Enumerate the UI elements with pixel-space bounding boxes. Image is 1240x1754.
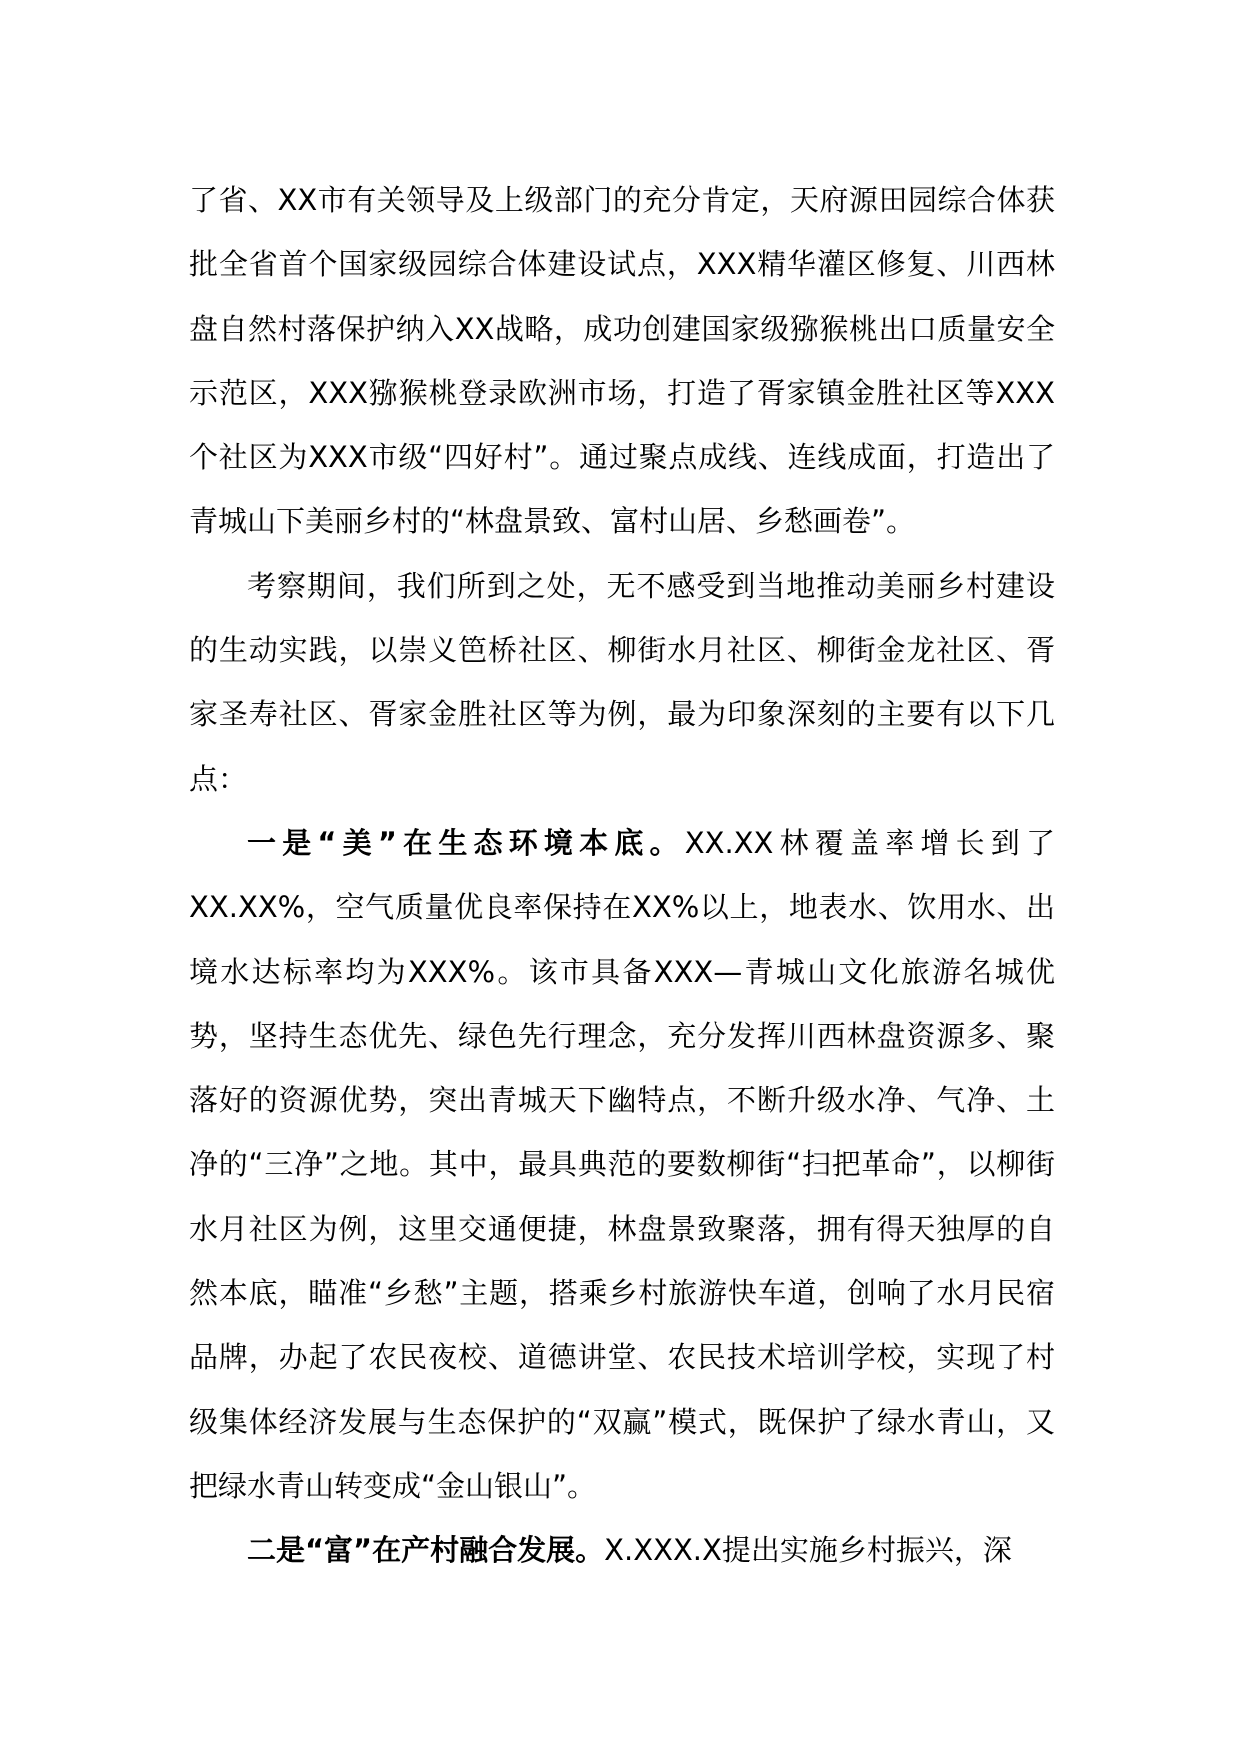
paragraph-lead: 二是“富”在产村融合发展。 <box>247 1533 605 1568</box>
body-text <box>189 168 1055 1583</box>
paragraph-4 <box>189 1518 1055 1582</box>
paragraph-lead: 一是“美”在生态环境本底。 <box>247 825 685 860</box>
paragraph-1 <box>189 168 1055 554</box>
paragraph-2 <box>189 554 1055 811</box>
paragraph-3 <box>189 811 1055 1518</box>
paragraph-text: 了省、XX市有关领导及上级部门的充分肯定，天府源田园综合体获批全省首个国家级园综合体建设试点，XXX精华灌区修复、川西林盘自然村落保护纳入XX战略，成功创建国家级猕猴桃出口质量安全示范区，XXX猕猴桃登录欧洲市场，打造了胥家镇金胜社区等XXX个社区为XXX市级“四好村”。通过聚点成线、连线成面，打造出了青城山下美丽乡村的“林盘景致、富村山居、乡愁画卷”。 <box>189 183 1055 539</box>
paragraph-text: X.XXX.X提出实施乡村振兴，深 <box>604 1533 1012 1568</box>
paragraph-text: XX.XX林覆盖率增长到了XX.XX%，空气质量优良率保持在XX%以上，地表水、饮用水、出境水达标率均为XXX%。该市具备XXX—青城山文化旅游名城优势，坚持生态优先、绿色先行理念，充分发挥川西林盘资源多、聚落好的资源优势，突出青城天下幽特点，不断升级水净、气净、土净的“三净”之地。其中，最具典范的要数柳街“扫把革命”，以柳街水月社区为例，这里交通便捷，林盘景致聚落，拥有得天独厚的自然本底，瞄准“乡愁”主题，搭乘乡村旅游快车道，创响了水月民宿品牌，办起了农民夜校、道德讲堂、农民技术培训学校，实现了村级集体经济发展与生态保护的“双赢”模式，既保护了绿水青山，又把绿水青山转变成“金山银山”。 <box>189 825 1055 1503</box>
paragraph-text: 考察期间，我们所到之处，无不感受到当地推动美丽乡村建设的生动实践，以崇义笆桥社区、柳街水月社区、柳街金龙社区、胥家圣寿社区、胥家金胜社区等为例，最为印象深刻的主要有以下几点： <box>189 568 1055 796</box>
